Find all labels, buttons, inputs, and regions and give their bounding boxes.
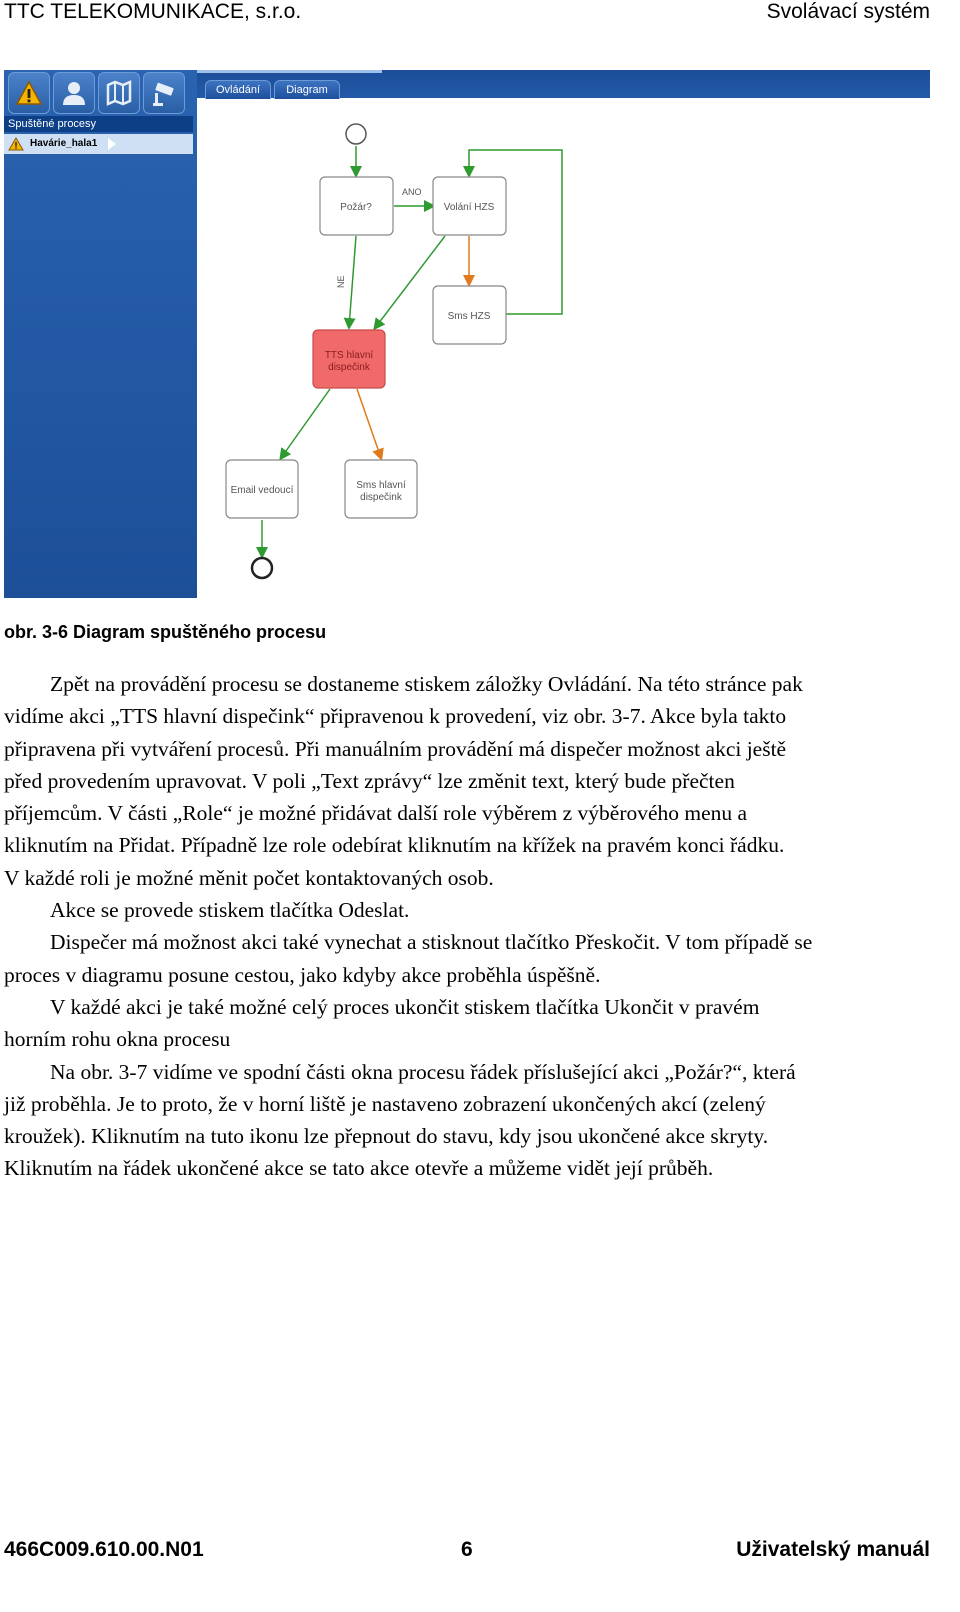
figure-caption: obr. 3-6 Diagram spuštěného procesu <box>4 622 327 642</box>
start-node <box>346 124 366 144</box>
text-line: Zpět na provádění procesu se dostaneme stiskem záložky Ovládání. Na této stránce pak <box>50 672 803 696</box>
page-number: 6 <box>461 1538 473 1561</box>
node-sms-hzs[interactable] <box>433 286 506 344</box>
edge-tts-email <box>281 389 330 458</box>
running-processes-title: Spuštěné procesy <box>4 116 193 132</box>
node-label: dispečink <box>360 492 402 503</box>
node-email-vedouci[interactable] <box>226 460 298 518</box>
text-line: horním rohu okna procesu <box>4 1027 231 1052</box>
tab-ovladani[interactable]: Ovládání <box>205 80 271 99</box>
text-line: Kliknutím na řádek ukončené akce se tato akce otevře a můžeme vidět její průběh. <box>4 1156 714 1181</box>
tab-bar-highlight <box>197 70 382 73</box>
process-diagram-screenshot <box>4 70 930 598</box>
system-name: Svolávací systém <box>766 0 930 23</box>
text-line: Na obr. 3-7 vidíme ve spodní části okna procesu řádek příslušející akci „Požár?“, která <box>50 1059 796 1084</box>
document-id: 466C009.610.00.N01 <box>4 1538 204 1561</box>
edge-label-ne: NE <box>336 275 346 288</box>
process-list-item[interactable] <box>4 134 193 154</box>
sidebar <box>4 70 197 598</box>
page-footer <box>4 1538 930 1568</box>
node-label: Email vedoucí <box>230 485 294 496</box>
edge-tts-sms-hlavni <box>357 389 381 458</box>
node-label: Sms HZS <box>447 311 491 322</box>
text-line: proces v diagramu posune cestou, jako kdyby akce proběhla úspěšně. <box>4 962 601 987</box>
text-line: příjemcům. V části „Role“ je možné přidávat další role výběrem z výběrového menu a <box>4 801 748 826</box>
company-name: TTC TELEKOMUNIKACE, s.r.o. <box>4 0 302 23</box>
map-icon[interactable] <box>98 72 140 114</box>
text-line: V každé roli je možné měnit počet kontaktovaných osob. <box>4 865 494 890</box>
node-pozar[interactable] <box>320 177 393 235</box>
sidebar-toolbar <box>6 72 195 114</box>
text-line: Dispečer má možnost akci také vynechat a stisknout tlačítko Přeskočit. V tom případě se <box>50 930 813 955</box>
text-line: před provedením upravovat. V poli „Text zprávy“ lze změnit text, který bude přečten <box>4 768 735 793</box>
node-tts-hlavni-dispecink[interactable] <box>313 330 385 388</box>
text-line: připravena při vytváření procesů. Při manuálním provádění má dispečer možnost akci ještě <box>4 736 787 761</box>
process-diagram <box>197 98 930 598</box>
body-text <box>4 668 930 1185</box>
node-volani-hzs[interactable] <box>433 177 506 235</box>
text-line: kroužek). Kliknutím na tuto ikonu lze přepnout do stavu, kdy jsou ukončené akce skryty. <box>4 1124 769 1149</box>
camera-icon[interactable] <box>143 72 185 114</box>
chevron-right-icon <box>108 138 116 150</box>
text-line: vidíme akci „TTS hlavní dispečink“ připravenou k provedení, viz obr. 3-7. Akce byla takto <box>4 704 787 729</box>
node-label: TTS hlavní <box>324 350 374 361</box>
warning-icon <box>8 137 24 151</box>
process-name: Havárie_hala1 <box>30 138 98 149</box>
tab-diagram[interactable]: Diagram <box>274 80 340 99</box>
node-label: Požár? <box>340 202 372 213</box>
node-label: Sms hlavní <box>356 480 406 491</box>
text-line: kliknutím na Přidat. Případně lze role odebírat kliknutím na křížek na pravém konci řádku. <box>4 833 785 858</box>
edge-pozar-tts <box>349 236 356 327</box>
node-label: dispečink <box>328 362 370 373</box>
end-node <box>252 558 272 578</box>
text-line: již proběhla. Je to proto, že v horní liště je nastaveno zobrazení ukončených akcí (zelený <box>4 1091 766 1116</box>
document-type: Uživatelský manuál <box>736 1538 930 1561</box>
text-line: Akce se provede stiskem tlačítka Odeslat. <box>50 898 410 923</box>
page-header <box>4 0 930 26</box>
node-label: Volání HZS <box>443 202 495 213</box>
warning-icon[interactable] <box>8 72 50 114</box>
text-line: V každé akci je také možné celý proces ukončit stiskem tlačítka Ukončit v pravém <box>50 994 760 1019</box>
node-sms-hlavni-dispecink[interactable] <box>345 460 417 518</box>
user-icon[interactable] <box>53 72 95 114</box>
edge-label-ano: ANO <box>402 187 422 197</box>
